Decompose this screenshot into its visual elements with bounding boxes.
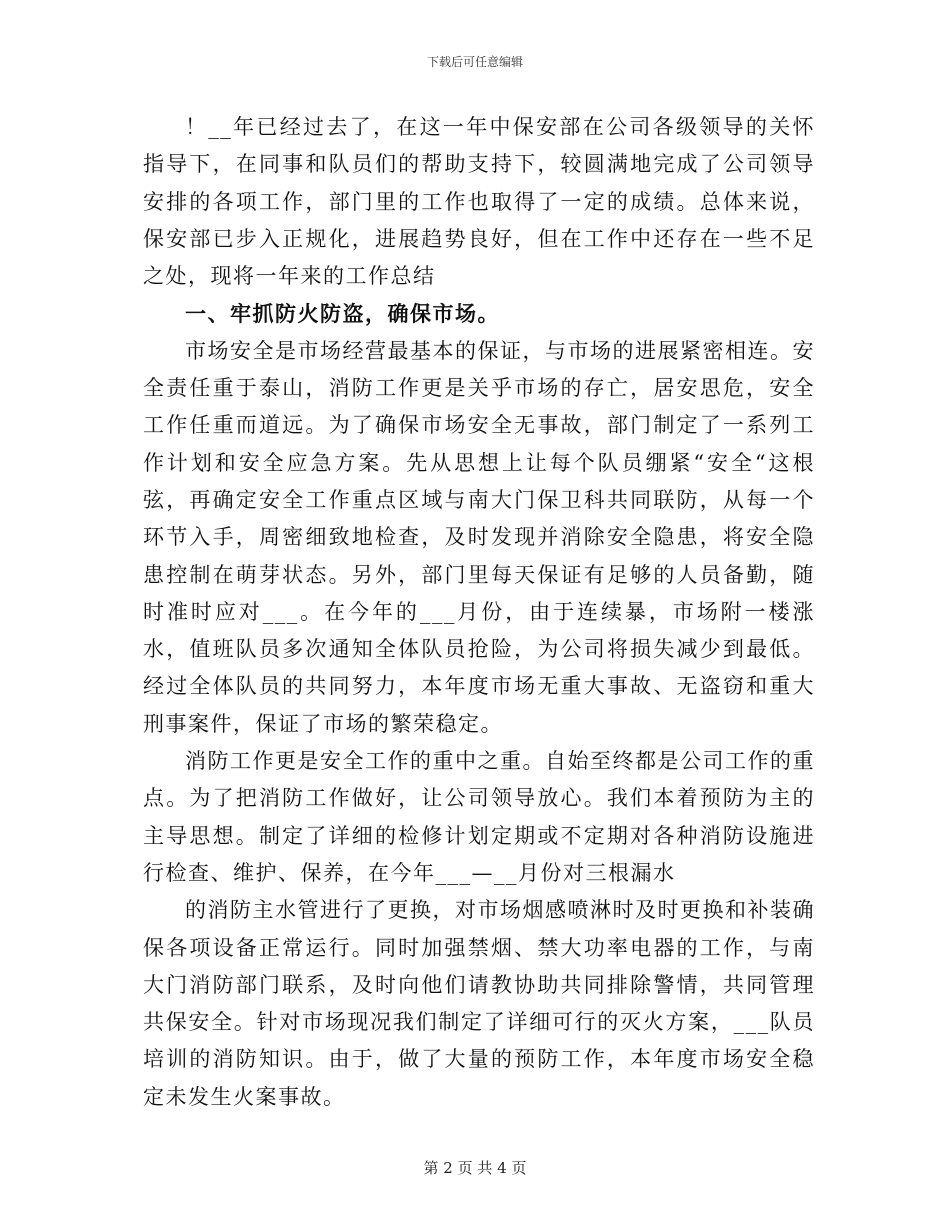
paragraph-fire-safety: 消防工作更是安全工作的重中之重。自始至终都是公司工作的重点。为了把消防工作做好，让公司领导放心。我们本着预防为主的主导思想。制定了详细的检修计划定期或不定期对各种消防设施进行检查、维护、保养，在今年___—__月份对三根漏水 bbox=[143, 749, 815, 885]
document-body bbox=[143, 109, 815, 1116]
page-footer: 第 2 页 共 4 页 bbox=[423, 1159, 527, 1177]
page-header: 下载后可任意编辑 bbox=[426, 55, 523, 69]
paragraph-intro: ！__年已经过去了，在这一年中保安部在公司各级领导的关怀指导下，在同事和队员们的帮助支持下，较圆满地完成了公司领导安排的各项工作，部门里的工作也取得了一定的成绩。总体来说，保安部已步入正规化，进展趋势良好，但在工作中还存在一些不足之处，现将一年来的工作总结 bbox=[143, 115, 815, 289]
paragraph-fire-safety-continued: 的消防主水管进行了更换，对市场烟感喷淋时及时更换和补装确保各项设备正常运行。同时加强禁烟、禁大功率电器的工作，与南大门消防部门联系，及时向他们请教协助共同排除警情，共同管理共保安全。针对市场现况我们制定了详细可行的灭火方案，___队员培训的消防知识。由于，做了大量的预防工作，本年度市场安全稳定未发生火案事故。 bbox=[143, 898, 815, 1109]
section-heading-1: 一、牢抓防火防盗，确保市场。 bbox=[185, 301, 500, 327]
paragraph-market-safety: 市场安全是市场经营最基本的保证，与市场的进展紧密相连。安全责任重于泰山，消防工作更是关乎市场的存亡，居安思危，安全工作任重而道远。为了确保市场安全无事故，部门制定了一系列工作计划和安全应急方案。先从思想上让每个队员绷紧“安全“这根弦，再确定安全工作重点区域与南大门保卫科共同联防，从每一个环节入手，周密细致地检查，及时发现并消除安全隐患，将安全隐患控制在萌芽状态。另外，部门里每天保证有足够的人员备勤，随时准时应对___。在今年的___月份，由于连续暴，市场附一楼涨水，值班队员多次通知全体队员抢险，为公司将损失减少到最低。经过全体队员的共同努力，本年度市场无重大事故、无盗窃和重大刑事案件，保证了市场的繁荣稳定。 bbox=[143, 338, 815, 736]
